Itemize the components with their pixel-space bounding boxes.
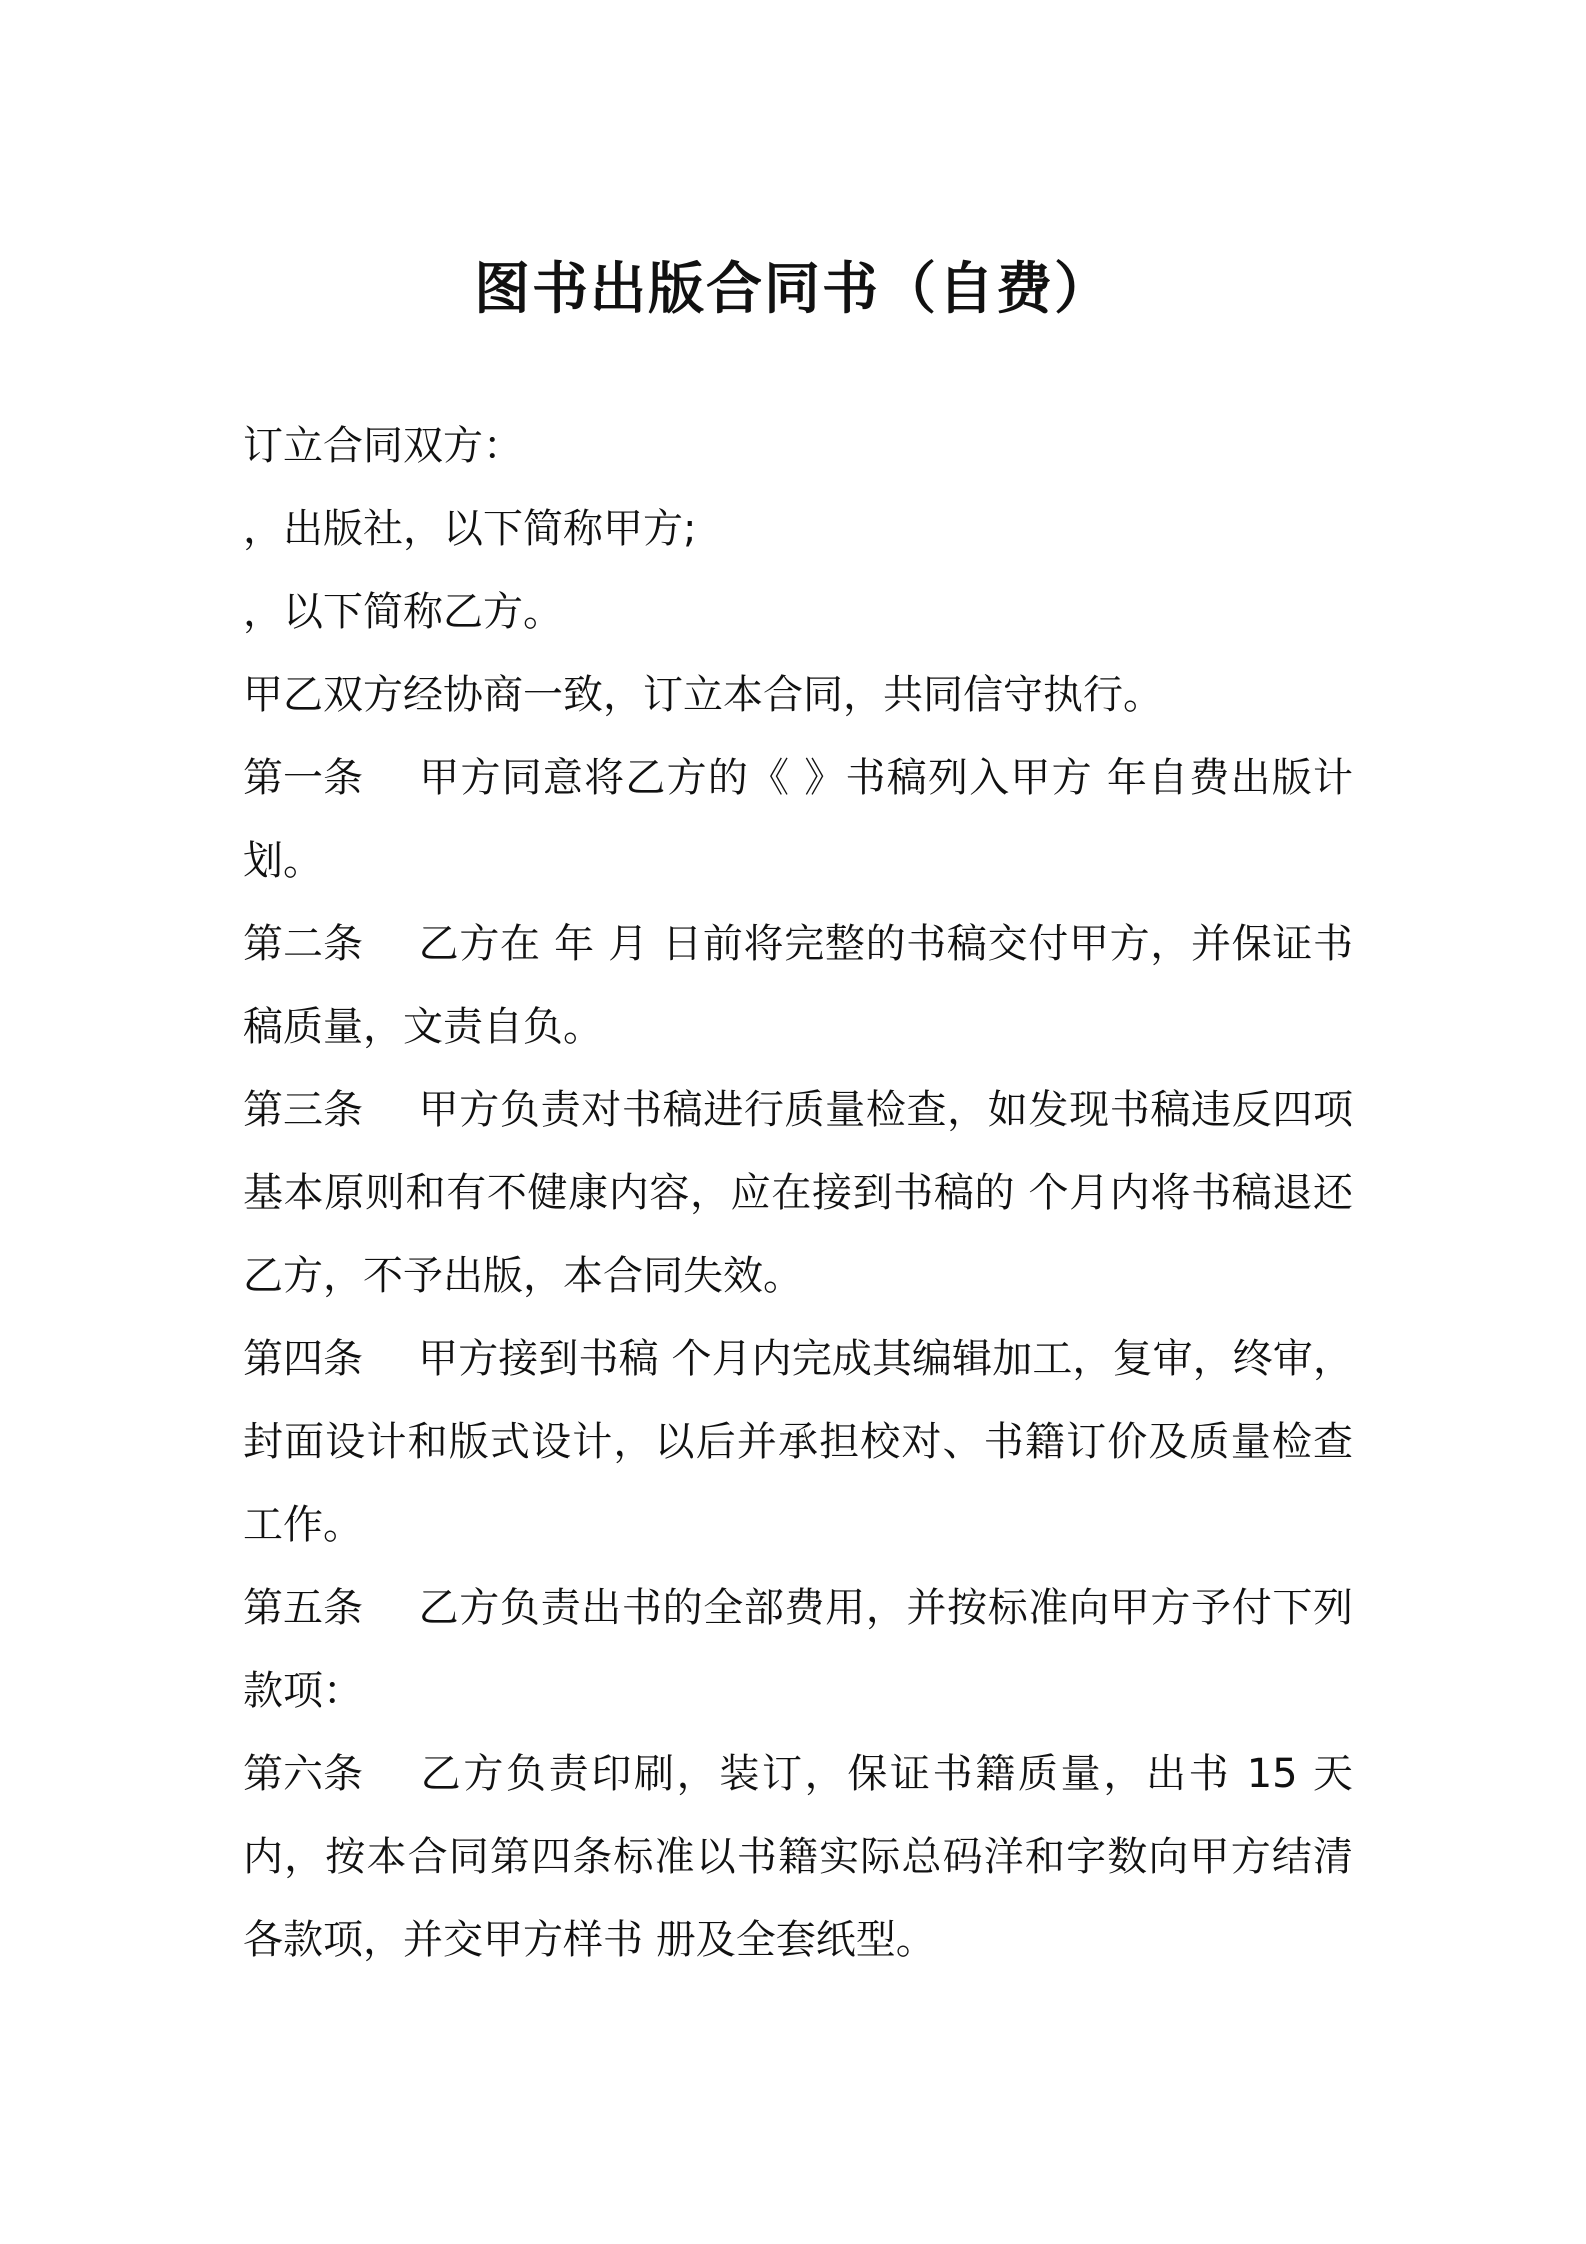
- article-number: 第六条: [243, 1751, 363, 1797]
- article-2: [243, 903, 1353, 1069]
- article-text: 甲方负责对书稿进行质量检查，如发现书稿违反四项基本原则和有不健康内容，应在接到书稿的 个月内将书稿退还乙方，不予出版，本合同失效。: [243, 1087, 1353, 1299]
- article-number: 第二条: [243, 921, 363, 967]
- article-text: 乙方负责印刷，装订，保证书籍质量，出书 15 天内，按本合同第四条标准以书籍实际总码洋和字数向甲方结清各款项，并交甲方样书 册及全套纸型。: [243, 1751, 1353, 1963]
- article-number: 第四条: [243, 1336, 363, 1382]
- intro-party-b: ，以下简称乙方。: [243, 589, 563, 635]
- article-number: 第三条: [243, 1087, 363, 1133]
- article-3: [243, 1069, 1353, 1318]
- article-text: 乙方负责出书的全部费用，并按标准向甲方予付下列款项：: [243, 1585, 1353, 1714]
- intro-agreement: 甲乙双方经协商一致，订立本合同，共同信守执行。: [243, 672, 1163, 718]
- article-4: [243, 1318, 1353, 1567]
- intro-party-a: ，出版社，以下简称甲方;: [243, 506, 697, 552]
- document-title: 图书出版合同书（自费）: [474, 257, 1112, 322]
- article-number: 第五条: [243, 1585, 363, 1631]
- article-number: 第一条: [243, 755, 363, 801]
- article-1: [243, 737, 1353, 903]
- article-6: [243, 1733, 1353, 1982]
- article-text: 乙方在 年 月 日前将完整的书稿交付甲方，并保证书稿质量，文责自负。: [243, 921, 1353, 1050]
- article-text: 甲方同意将乙方的《 》书稿列入甲方 年自费出版计划。: [243, 755, 1353, 884]
- article-5: [243, 1567, 1353, 1733]
- article-text: 甲方接到书稿 个月内完成其编辑加工，复审，终审，封面设计和版式设计，以后并承担校对、书籍订价及质量检查工作。: [243, 1336, 1353, 1548]
- document-body: [243, 405, 1353, 1982]
- intro-parties-heading: 订立合同双方：: [243, 423, 523, 469]
